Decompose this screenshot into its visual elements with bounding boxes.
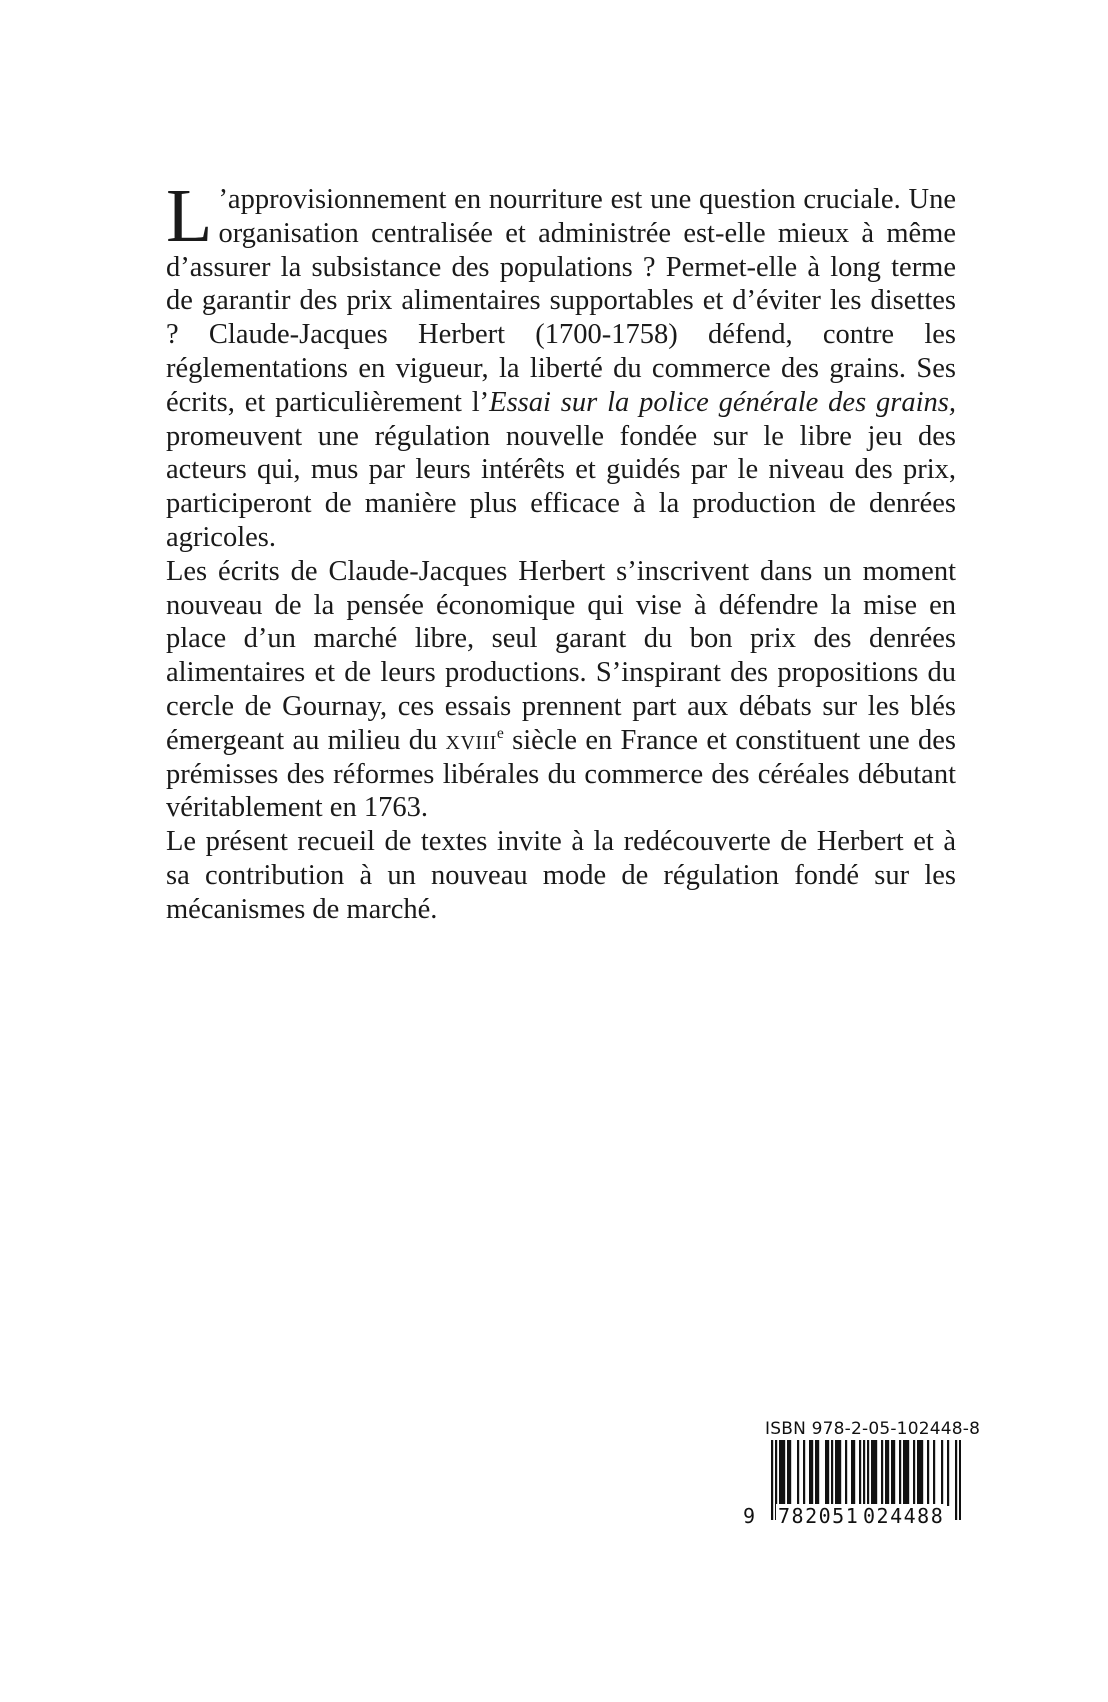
barcode-bar: [797, 1440, 799, 1506]
barcode-bar: [789, 1440, 791, 1506]
barcode-bar: [881, 1440, 883, 1506]
barcode-bar: [853, 1440, 855, 1506]
barcode-bar: [827, 1440, 829, 1506]
barcode-bar: [899, 1440, 901, 1506]
barcode-bar: [839, 1440, 841, 1506]
barcode-bar: [917, 1440, 919, 1506]
ean-digits: [743, 1504, 973, 1532]
barcode-bar: [811, 1440, 813, 1506]
blurb-paragraph-1: [166, 174, 957, 555]
blurb-paragraph-3: Le présent recueil de textes invite à la redécouverte de Herbert et à sa contribution à un nouveau mode de régulation fondé sur les mécanismes de marché.: [166, 826, 956, 925]
barcode-bar: [891, 1440, 893, 1506]
barcode-bar: [825, 1440, 827, 1506]
barcode-bar: [941, 1440, 943, 1506]
barcode-bar: [873, 1440, 875, 1506]
barcode-bar: [815, 1440, 817, 1506]
blurb-paragraph-2: [166, 555, 956, 825]
paragraph-2-after-century: siècle en France et constituent une des prémisses des réformes libérales du commerce des céréales débutant véritablement en 1763.: [166, 724, 956, 824]
century-numeral: xviii: [445, 724, 497, 756]
drop-cap: L: [166, 174, 213, 258]
barcode-bar: [787, 1440, 789, 1506]
barcode-bar: [885, 1440, 887, 1506]
ean-left-group: 782051: [778, 1504, 860, 1528]
barcode-bar: [887, 1440, 889, 1506]
barcode-bar: [851, 1440, 853, 1506]
barcode-bar: [835, 1440, 837, 1506]
barcode-bar: [905, 1440, 907, 1506]
paragraph-2-before-century: Les écrits de Claude-Jacques Herbert s’inscrivent dans un moment nouveau de la pensée économique qui vise à défendre la mise en place d’un marché libre, seul garant du bon prix des denrées alimentaires et de leurs productions. S’inspirant des propositions du cercle de Gournay, ces essais prennent part aux débats sur les blés émergeant au milieu du: [166, 555, 956, 756]
barcode-bar: [927, 1440, 929, 1506]
barcode-bar: [859, 1440, 861, 1506]
barcode-bar: [913, 1440, 915, 1506]
back-cover-blurb: [166, 174, 957, 927]
paragraph-1-outro: promeuvent une régulation nouvelle fondée sur le libre jeu des acteurs qui, mus par leurs intérêts et guidés par le niveau des prix, participeront de manière plus efficace à la production de denrées agricoles.: [166, 420, 956, 553]
barcode-bar: [781, 1440, 783, 1506]
ean-right-group: 024488: [863, 1504, 945, 1528]
ean-first-digit: 9: [743, 1504, 756, 1528]
barcode-bar: [875, 1440, 877, 1506]
century-superscript: e: [496, 724, 504, 742]
barcode-bar: [809, 1440, 811, 1506]
barcode-bar: [845, 1440, 847, 1506]
barcode-bar: [837, 1440, 839, 1506]
barcode-bar: [903, 1440, 905, 1506]
barcode-bar: [871, 1440, 873, 1506]
barcode-bar: [803, 1440, 805, 1506]
isbn-barcode: [743, 1419, 981, 1540]
barcode-bar: [783, 1440, 785, 1506]
barcode-bar: [907, 1440, 909, 1506]
barcode-bar: [933, 1440, 935, 1506]
paragraph-1-intro: ’approvisionnement en nourriture est une question cruciale. Une organisation centralisée et administrée est-elle mieux à même d’assurer la subsistance des populations ? Permet-elle à long terme de garantir des prix alimentaires supportables et d’éviter les disettes ? Claude-Jacques Herbert (1700-1758) défend, contre les réglementations en vigueur, la liberté du commerce des grains. Ses écrits, et particulièrement l’: [166, 184, 956, 418]
barcode-bar: [893, 1440, 895, 1506]
isbn-label: ISBN 978-2-05-102448-8: [765, 1419, 981, 1439]
book-title-italic: Essai sur la police générale des grains,: [489, 386, 957, 418]
barcode-bar: [919, 1440, 921, 1506]
barcode-bar: [779, 1440, 781, 1506]
barcode-bar: [831, 1440, 833, 1506]
barcode-bar: [921, 1440, 923, 1506]
barcode-bar: [817, 1440, 819, 1506]
barcode-bar: [947, 1440, 949, 1506]
